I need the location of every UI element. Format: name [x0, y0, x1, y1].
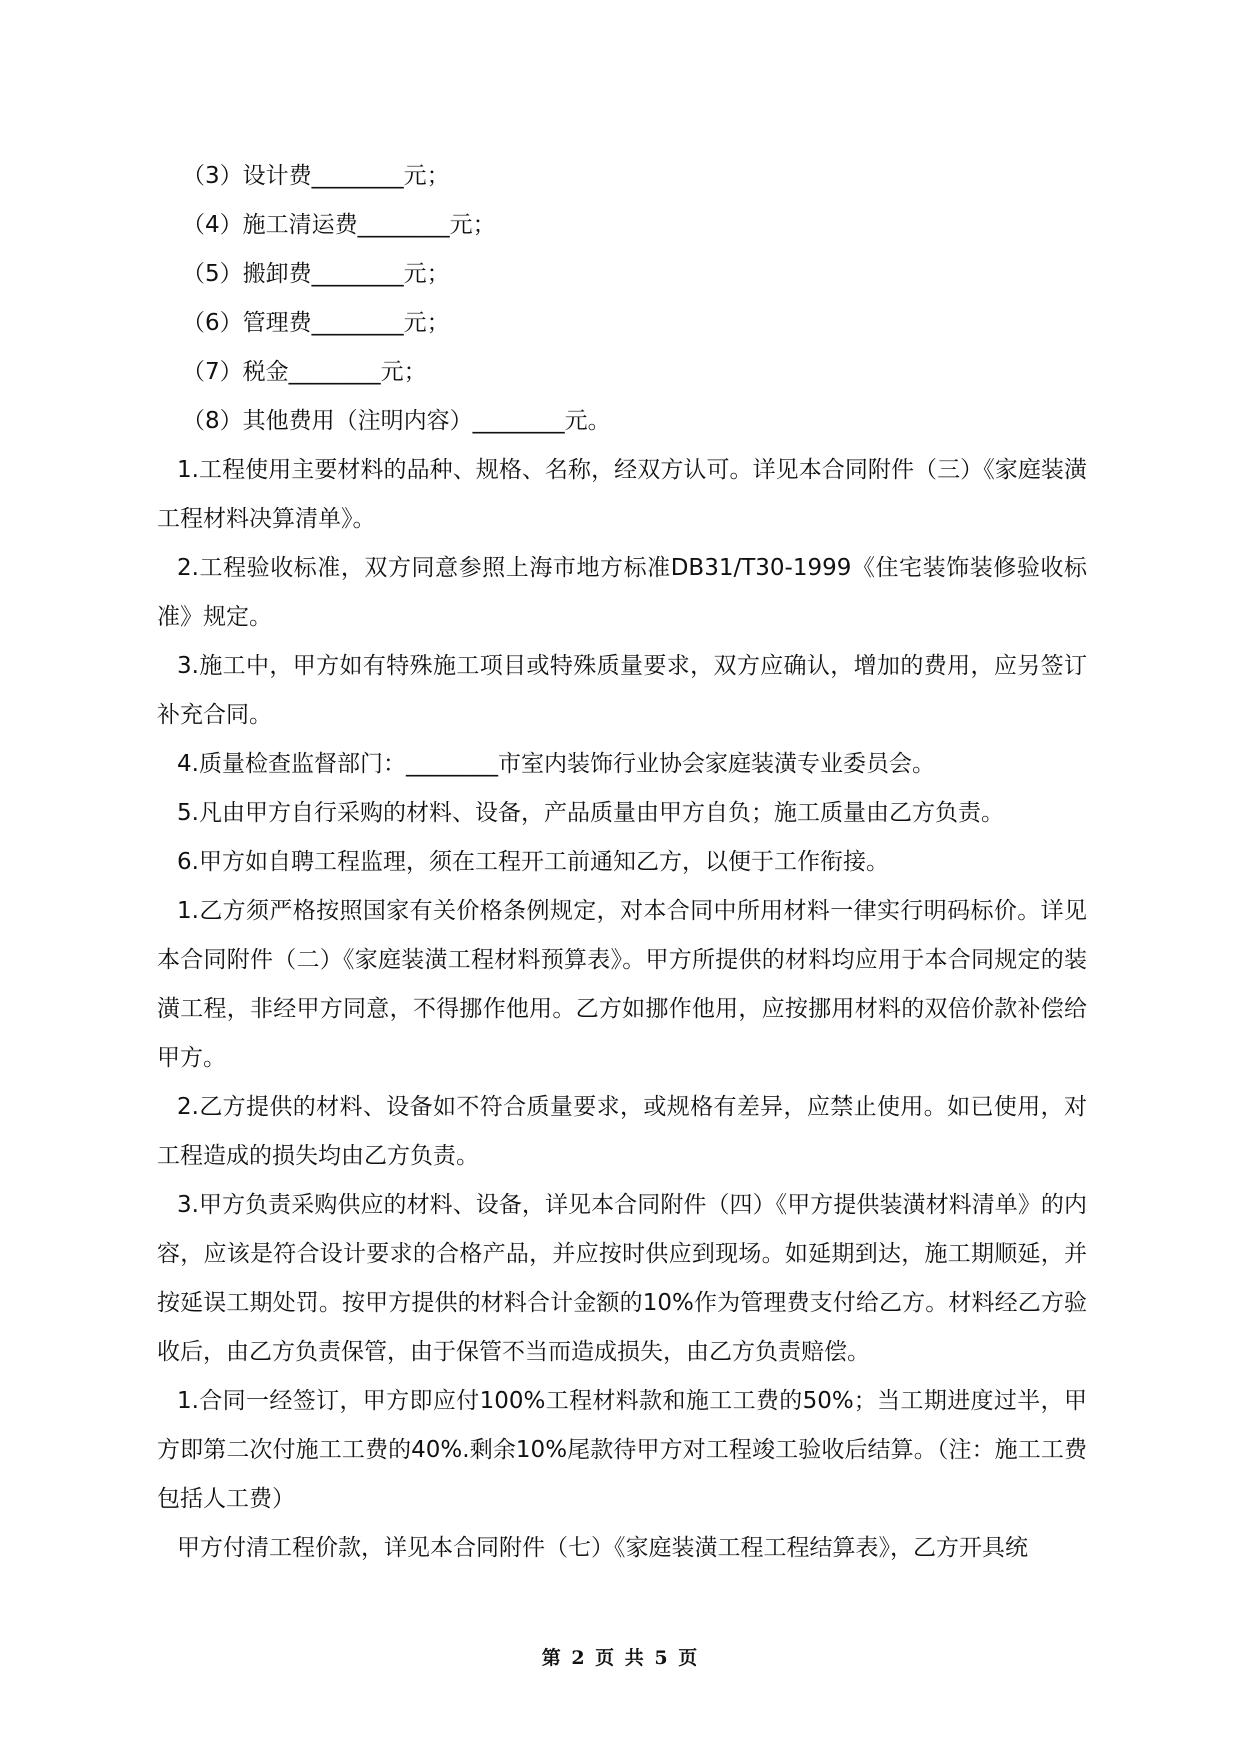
clause-self-purchase: 5.凡由甲方自行采购的材料、设备，产品质量由甲方自负；施工质量由乙方负责。: [177, 800, 1004, 826]
clause-settlement: 甲方付清工程价款，详见本合同附件（七）《家庭装潢工程工程结算表》，乙方开具统: [177, 1535, 1028, 1561]
clause-material-quality: 2.乙方提供的材料、设备如不符合质量要求，或规格有差异，应禁止使用。如已使用，对工程造成的损失均由乙方负责。: [157, 1094, 1087, 1169]
document-body: [157, 152, 1087, 1573]
clause-supervisor: 6.甲方如自聘工程监理，须在工程开工前通知乙方，以便于工作衔接。: [177, 849, 889, 875]
page-footer: 第 2 页 共 5 页: [541, 1647, 700, 1669]
fee-item-moving: （5）搬卸费________元；: [182, 261, 450, 287]
fee-item-cleanup: （4）施工清运费________元；: [182, 212, 496, 238]
fee-item-other: （8）其他费用（注明内容）________元。: [182, 408, 611, 434]
clause-owner-supply: 3.甲方负责采购供应的材料、设备，详见本合同附件（四）《甲方提供装潢材料清单》的内容，应该是符合设计要求的合格产品，并应按时供应到现场。如延期到达，施工期顺延，并按延误工期处罚。按甲方提供的材料合计金额的10%作为管理费支付给乙方。材料经乙方验收后，由乙方负责保管，由于保管不当而造成损失，由乙方负责赔偿。: [157, 1192, 1087, 1365]
fee-item-management: （6）管理费________元；: [182, 310, 450, 336]
clause-quality-supervision: 4.质量检查监督部门：________市室内装饰行业协会家庭装潢专业委员会。: [177, 751, 935, 777]
clause-acceptance-standard: 2.工程验收标准，双方同意参照上海市地方标准DB31/T30-1999《住宅装饰装修验收标准》规定。: [157, 555, 1087, 630]
clause-special-requirements: 3.施工中，甲方如有特殊施工项目或特殊质量要求，双方应确认，增加的费用，应另签订补充合同。: [157, 653, 1087, 728]
fee-item-tax: （7）税金________元；: [182, 359, 427, 385]
clause-pricing: 1.乙方须严格按照国家有关价格条例规定，对本合同中所用材料一律实行明码标价。详见本合同附件（二）《家庭装潢工程材料预算表》。甲方所提供的材料均应用于本合同规定的装潢工程，非经甲方同意，不得挪作他用。乙方如挪作他用，应按挪用材料的双倍价款补偿给甲方。: [157, 898, 1087, 1071]
clause-materials-spec: 1.工程使用主要材料的品种、规格、名称，经双方认可。详见本合同附件（三）《家庭装潢工程材料决算清单》。: [157, 457, 1087, 532]
fee-item-design: （3）设计费________元；: [182, 163, 450, 189]
clause-payment: 1.合同一经签订，甲方即应付100%工程材料款和施工工费的50%；当工期进度过半，甲方即第二次付施工工费的40%.剩余10%尾款待甲方对工程竣工验收后结算。（注：施工工费包括人工费）: [157, 1388, 1087, 1512]
